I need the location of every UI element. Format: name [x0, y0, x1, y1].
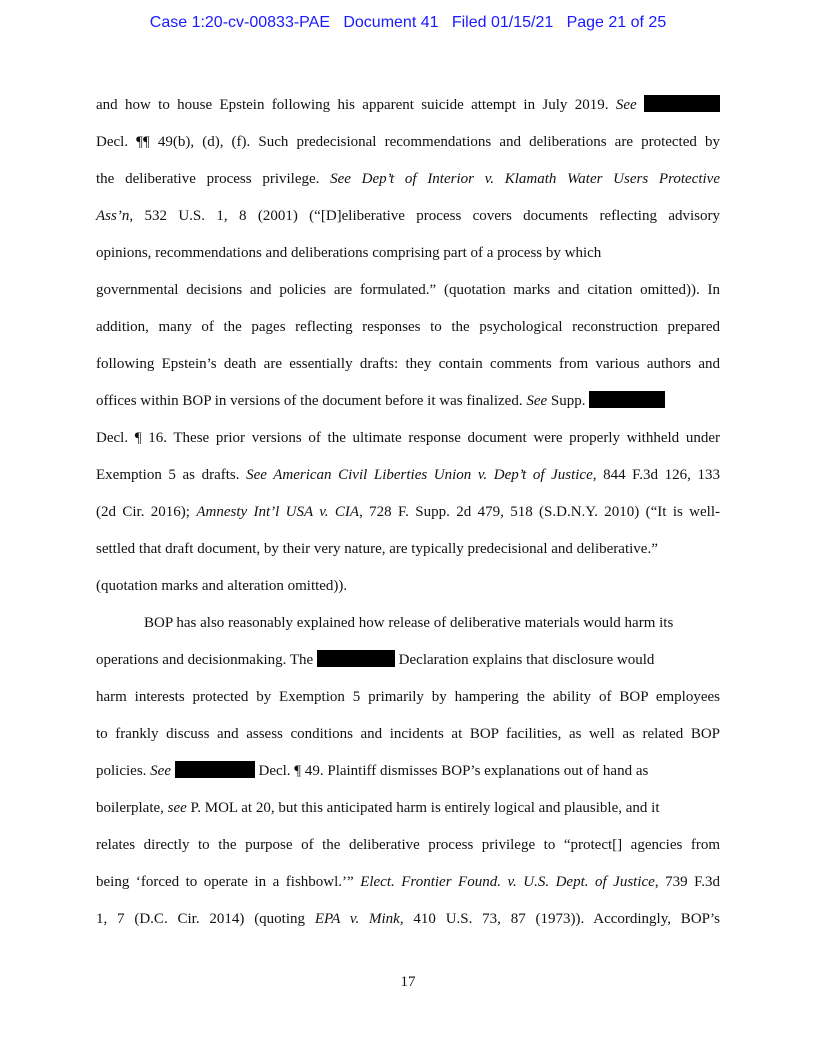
- text-segment: Exemption 5 as drafts.: [96, 467, 247, 483]
- text-segment: policies.: [96, 763, 151, 779]
- redaction-box: [175, 761, 255, 778]
- text-line: [96, 760, 720, 797]
- text-line: [96, 316, 720, 353]
- text-segment: , 844 F.3d 126, 133: [592, 467, 720, 483]
- citation-italic: See American Civil Liberties Union v. Dep’t of Justice: [246, 467, 593, 483]
- citation-italic: See Dep’t of Interior v. Klamath Water Users Protective: [330, 171, 720, 187]
- text-line: [96, 279, 720, 316]
- text-segment: , 532 U.S. 1, 8 (2001) (“[D]eliberative process covers documents reflecting advisory: [129, 208, 720, 224]
- text-line: [96, 686, 720, 723]
- body-text: [96, 94, 720, 945]
- text-segment: relates directly to the purpose of the deliberative process privilege to “protect[] agencies from: [96, 837, 720, 853]
- redaction-box: [317, 650, 395, 667]
- text-line: [96, 797, 720, 834]
- redaction-box: [644, 95, 720, 112]
- text-segment: (2d Cir. 2016);: [96, 504, 197, 520]
- citation-italic: See: [150, 763, 171, 779]
- text-segment: operations and decisionmaking. The: [96, 652, 317, 668]
- text-line: [96, 871, 720, 908]
- text-line: [96, 390, 720, 427]
- text-line: [96, 538, 720, 575]
- text-line: [96, 242, 720, 279]
- text-segment: the deliberative process privilege.: [96, 171, 331, 187]
- case-header: Case 1:20-cv-00833-PAE Document 41 Filed 01/15/21 Page 21 of 25: [149, 14, 667, 31]
- text-segment: following Epstein’s death are essentially drafts: they contain comments from various authors and: [96, 356, 720, 372]
- text-segment: , 728 F. Supp. 2d 479, 518 (S.D.N.Y. 2010) (“It is well-: [359, 504, 721, 520]
- text-segment: Decl. ¶ 49. Plaintiff dismisses BOP’s explanations out of hand as: [254, 763, 649, 779]
- text-line: [96, 908, 720, 945]
- text-segment: Declaration explains that disclosure would: [394, 652, 655, 668]
- text-segment: addition, many of the pages reflecting responses to the psychological reconstruction prepared: [96, 319, 720, 335]
- text-line: [96, 834, 720, 871]
- text-segment: Supp.: [547, 393, 590, 409]
- text-line: [96, 353, 720, 390]
- text-line: [96, 612, 720, 649]
- text-segment: harm interests protected by Exemption 5 primarily by hampering the ability of BOP employees: [96, 689, 720, 705]
- redaction-box: [589, 391, 665, 408]
- text-segment: Decl. ¶ 16. These prior versions of the ultimate response document were properly withheld under: [96, 430, 720, 446]
- text-line: [96, 723, 720, 760]
- text-line: [96, 501, 720, 538]
- text-segment: , 410 U.S. 73, 87 (1973)). Accordingly, BOP’s: [399, 911, 720, 927]
- text-segment: settled that draft document, by their very nature, are typically predecisional and deliberative.”: [96, 541, 658, 557]
- text-segment: 1, 7 (D.C. Cir. 2014) (quoting: [96, 911, 315, 927]
- text-line: [96, 427, 720, 464]
- page-number: 17: [400, 974, 416, 990]
- text-segment: BOP has also reasonably explained how release of deliberative materials would harm its: [144, 615, 674, 631]
- citation-italic: Ass’n: [96, 208, 130, 224]
- text-segment: Decl. ¶¶ 49(b), (d), (f). Such predecisional recommendations and deliberations are protected by: [96, 134, 720, 150]
- text-segment: , 739 F.3d: [654, 874, 720, 890]
- text-segment: governmental decisions and policies are formulated.” (quotation marks and citation omitted)). In: [96, 282, 720, 298]
- citation-italic: See: [526, 393, 548, 409]
- citation-italic: Amnesty Int’l USA v. CIA: [196, 504, 360, 520]
- citation-italic: Elect. Frontier Found. v. U.S. Dept. of Justice: [360, 874, 655, 890]
- text-segment: P. MOL at 20, but this anticipated harm is entirely logical and plausible, and it: [186, 800, 660, 816]
- text-segment: and how to house Epstein following his apparent suicide attempt in July 2019.: [96, 97, 616, 113]
- citation-italic: EPA v. Mink: [314, 911, 400, 927]
- text-line: [96, 575, 720, 612]
- text-line: [96, 168, 720, 205]
- text-line: [96, 94, 720, 131]
- text-line: [96, 205, 720, 242]
- text-segment: opinions, recommendations and deliberations comprising part of a process by which: [96, 245, 602, 261]
- text-segment: (quotation marks and alteration omitted)).: [96, 578, 348, 594]
- text-line: [96, 464, 720, 501]
- text-segment: to frankly discuss and assess conditions and incidents at BOP facilities, as well as related BOP: [96, 726, 720, 742]
- text-segment: offices within BOP in versions of the document before it was finalized.: [96, 393, 527, 409]
- text-line: [96, 131, 720, 168]
- citation-italic: see: [167, 800, 187, 816]
- text-line: [96, 649, 720, 686]
- text-segment: boilerplate,: [96, 800, 168, 816]
- text-segment: being ‘forced to operate in a fishbowl.’”: [96, 874, 361, 890]
- text-segment: [637, 97, 644, 113]
- citation-italic: See: [615, 97, 637, 113]
